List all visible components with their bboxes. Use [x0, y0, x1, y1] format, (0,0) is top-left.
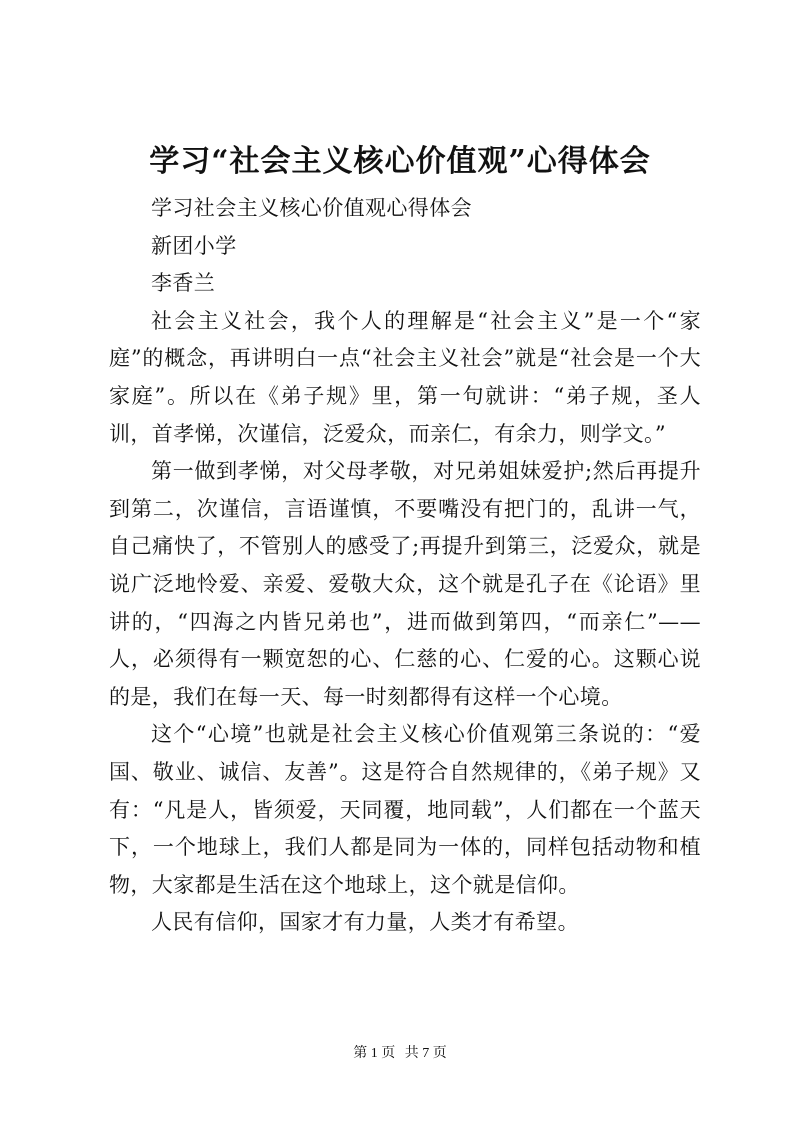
- page-footer: [0, 1044, 800, 1064]
- author-line: 李香兰: [151, 271, 216, 296]
- body-paragraph: 这个“心境”也就是社会主义核心价值观第三条说的：“爱国、敬业、诚信、友善”。这是符合自然规律的，《弟子规》又有：“凡是人，皆须爱，天同覆，地同载”，人们都在一个蓝天下，一个地球上，我们人都是同为一体的，同样包括动物和植物，大家都是生活在这个地球上，这个就是信仰。: [109, 722, 701, 897]
- body-paragraph: 社会主义社会，我个人的理解是“社会主义”是一个“家庭”的概念，再讲明白一点“社会主义社会”就是“社会是一个大家庭”。所以在《弟子规》里，第一句就讲：“弟子规，圣人训，首孝悌，次谨信，泛爱众，而亲仁，有余力，则学文。”: [109, 308, 701, 446]
- body-paragraph: 人民有信仰，国家才有力量，人类才有希望。: [151, 910, 579, 935]
- document-title: 学习“社会主义核心价值观”心得体会: [149, 144, 651, 179]
- body-paragraph: 第一做到孝悌，对父母孝敬，对兄弟姐妹爱护;然后再提升到第二，次谨信，言语谨慎，不要嘴没有把门的，乱讲一气，自己痛快了，不管别人的感受了;再提升到第三，泛爱众，就是说广泛地怜爱、亲爱、爱敬大众，这个就是孔子在《论语》里讲的，“四海之内皆兄弟也”，进而做到第四，“而亲仁”——人，必须得有一颗宽恕的心、仁慈的心、仁爱的心。这颗心说的是，我们在每一天、每一时刻都得有这样一个心境。: [109, 459, 701, 709]
- page-total: 共 7 页: [404, 1046, 447, 1061]
- school-line: 新团小学: [151, 233, 237, 258]
- subtitle-line: 学习社会主义核心价值观心得体会: [151, 196, 472, 220]
- page-number: 第 1 页: [353, 1046, 396, 1061]
- document-body: [109, 190, 701, 942]
